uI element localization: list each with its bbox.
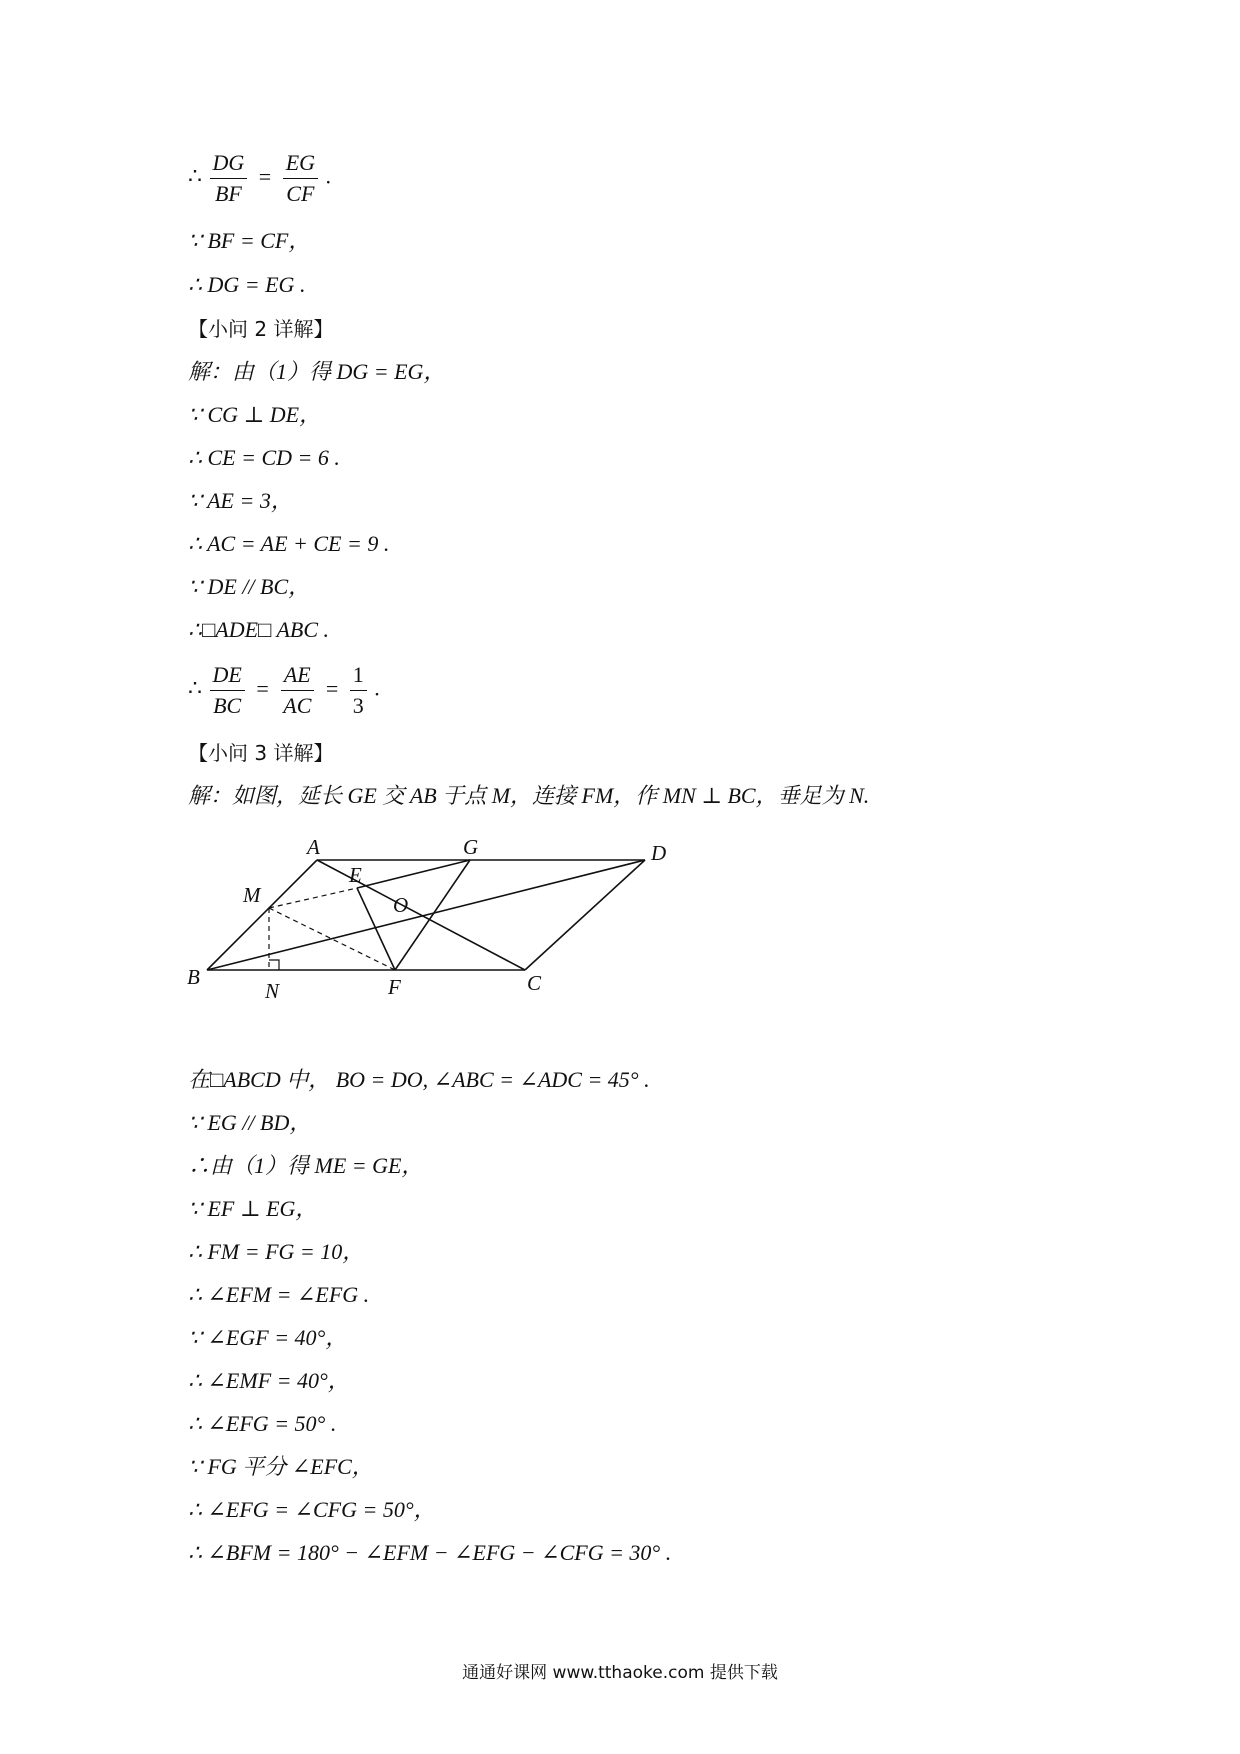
right-angle-mark	[269, 960, 279, 970]
equation-dg-bf: ∴ $\frac{DG}{BF}$ = $\frac{EG}{CF}$ .	[188, 148, 331, 209]
fraction-one-third: $\frac{1}{3}$	[350, 660, 367, 721]
text-line: ∴ ∠EFG = ∠CFG = 50°，	[188, 1497, 436, 1522]
text-line: ∴ DG = EG .	[188, 272, 306, 297]
text-line: ∴由（1）得 ME = GE，	[188, 1153, 424, 1178]
label-m: M	[243, 883, 261, 907]
label-n: N	[265, 979, 280, 1003]
label-d: D	[651, 841, 667, 865]
label-f: F	[388, 975, 401, 999]
text-line: ∴ ∠EFM = ∠EFG .	[188, 1282, 370, 1307]
page-footer: 通通好课网 www.tthaoke.com 提供下载	[462, 1663, 778, 1683]
label-o: O	[393, 893, 409, 917]
text-line: ∴ FM = FG = 10，	[188, 1239, 365, 1264]
text-line: ∵ DE // BC，	[188, 574, 311, 599]
fraction-eg-cf: $\frac{EG}{CF}$	[283, 148, 318, 209]
fraction-ae-ac: $\frac{AE}{AC}$	[280, 660, 314, 721]
text-line: ∵ ∠EGF = 40°，	[188, 1325, 348, 1350]
label-g: G	[463, 835, 479, 859]
label-c: C	[527, 971, 542, 995]
text-line: ∵ AE = 3，	[188, 488, 293, 513]
fraction-de-bc: $\frac{DE}{BC}$	[210, 660, 245, 721]
segment-bd	[207, 860, 645, 970]
text-line: ∴ ∠EMF = 40°，	[188, 1368, 350, 1393]
text-line: 解：由（1）得 DG = EG，	[188, 359, 446, 384]
segment-me-dashed	[269, 888, 357, 908]
text-line: ∴ ∠BFM = 180° − ∠EFM − ∠EFG − ∠CFG = 30° .	[188, 1540, 672, 1565]
parallelogram-figure	[185, 820, 705, 1020]
label-e: E	[349, 863, 362, 887]
text-line: ∴ ∠EFG = 50° .	[188, 1411, 337, 1436]
text-line: ∵ EG // BD，	[188, 1110, 312, 1135]
label-a: A	[307, 835, 320, 859]
segment-dc	[525, 860, 645, 970]
text-line: ∴ AC = AE + CE = 9 .	[188, 531, 390, 556]
text-line: ∵ BF = CF，	[188, 228, 311, 253]
segment-ab	[207, 860, 317, 970]
section-heading-3: 【小问 3 详解】	[188, 741, 334, 765]
text-line: ∴□ADE□ ABC .	[188, 617, 329, 642]
text-line: ∵ FG 平分 ∠EFC，	[188, 1454, 374, 1479]
equation-de-bc: ∴ $\frac{DE}{BC}$ = $\frac{AE}{AC}$ = $\frac{1}{3}$ .	[188, 660, 380, 721]
text-line: 在□ABCD 中， BO = DO, ∠ABC = ∠ADC = 45° .	[188, 1067, 650, 1092]
text-line: ∴ CE = CD = 6 .	[188, 445, 340, 470]
label-b: B	[187, 965, 200, 989]
section-heading-2: 【小问 2 详解】	[188, 317, 334, 341]
text-line: ∵ CG ⊥ DE，	[188, 402, 322, 427]
fraction-dg-bf: $\frac{DG}{BF}$	[210, 148, 248, 209]
segment-ef	[357, 888, 395, 970]
text-line: 解：如图，延长 GE 交 AB 于点 M，连接 FM，作 MN ⊥ BC，垂足为 N.	[188, 783, 870, 808]
text-line: ∵ EF ⊥ EG，	[188, 1196, 318, 1221]
